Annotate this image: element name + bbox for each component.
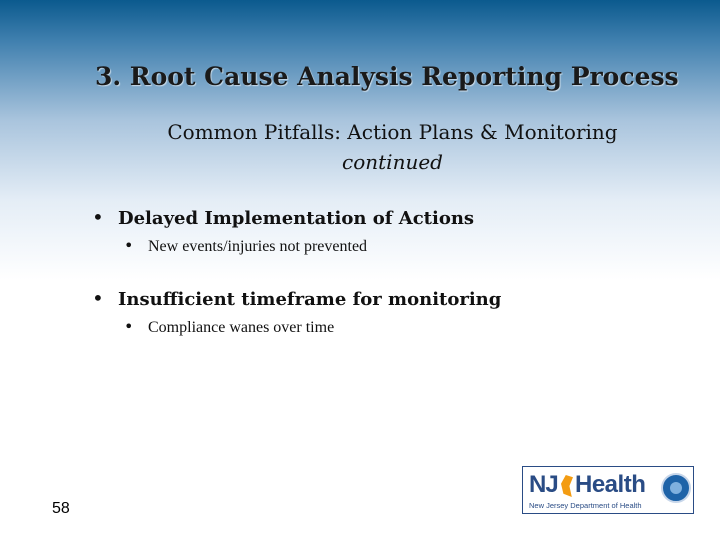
nj-health-logo — [522, 466, 694, 514]
page-number: 58 — [52, 500, 70, 517]
nj-state-icon — [561, 475, 573, 497]
logo-department-text: New Jersey Department of Health — [529, 501, 642, 510]
slide-subtitle — [0, 117, 720, 177]
subtitle-line-2: continued — [342, 150, 443, 174]
slide-title: 3. Root Cause Analysis Reporting Process — [95, 62, 679, 91]
sub-bullet-item-2: Compliance wanes over time — [148, 319, 335, 336]
sub-bullet-icon: • — [124, 317, 134, 336]
subtitle-line-1: Common Pitfalls: Action Plans & Monitoring — [167, 120, 618, 144]
logo-nj-text: NJ — [529, 471, 558, 498]
logo-health-text: Health — [575, 471, 646, 498]
bullet-icon: • — [92, 205, 104, 229]
bullet-item-2: Insufficient timeframe for monitoring — [118, 289, 502, 310]
sub-bullet-item-1: New events/injuries not prevented — [148, 238, 368, 255]
bullet-icon: • — [92, 286, 104, 310]
seal-icon — [661, 473, 691, 503]
sub-bullet-icon: • — [124, 236, 134, 255]
bullet-item-1: Delayed Implementation of Actions — [118, 208, 475, 229]
